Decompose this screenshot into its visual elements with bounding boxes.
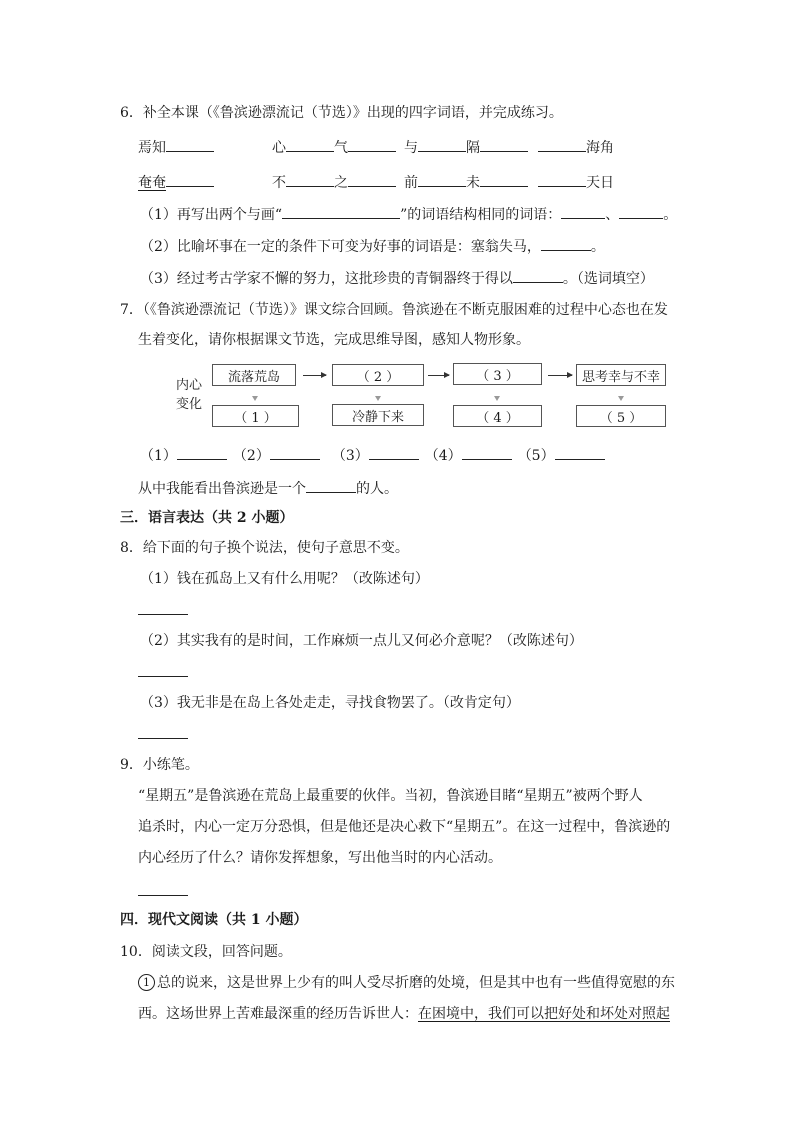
q9-title: 9．小练笔。 bbox=[120, 757, 199, 773]
arrow-right-icon bbox=[428, 375, 449, 376]
answer-label-5: （5） bbox=[517, 448, 555, 464]
q10-line2-underlined: 在困境中，我们可以把好处和坏处对照起 bbox=[418, 1006, 670, 1022]
q9-line2: 追杀时，内心一定万分恐惧，但是他还是决心救下“星期五”。在这一过程中，鲁滨逊的 bbox=[138, 819, 671, 835]
q6-title: 6．补全本课（《鲁滨逊漂流记（节选）》出现的四字词语，并完成练习。 bbox=[120, 105, 563, 121]
q6-r1-c1: 与 bbox=[404, 140, 418, 156]
section-heading-3: 三．语言表达（共 2 小题） bbox=[120, 510, 294, 526]
blank[interactable] bbox=[480, 137, 528, 152]
q6-sub1-end: 。 bbox=[663, 207, 678, 223]
blank[interactable] bbox=[462, 445, 512, 460]
blank[interactable] bbox=[348, 172, 396, 187]
blank[interactable] bbox=[286, 172, 334, 187]
blank[interactable] bbox=[306, 478, 356, 493]
q6-r2-b1: 不 bbox=[272, 175, 286, 191]
answer-line[interactable] bbox=[138, 662, 188, 677]
q6-sub1-pre: （1）再写出两个与画“ bbox=[140, 207, 283, 223]
q6-r1-c2: 隔 bbox=[466, 140, 480, 156]
q6-sub3-pre: （3）经过考古学家不懈的努力，这批珍贵的青铜器终于得以 bbox=[140, 271, 513, 287]
q6-r2-c1: 前 bbox=[404, 175, 418, 191]
blank[interactable] bbox=[177, 445, 227, 460]
q6-sub2 bbox=[140, 236, 605, 257]
q6-r2-d: 天日 bbox=[586, 175, 614, 191]
mind-map-top-3[interactable]: （ 3 ） bbox=[453, 363, 542, 385]
answer-line[interactable] bbox=[138, 724, 188, 739]
q10-line1-text: 总的说来，这是世界上少有的叫人受尽折磨的处境，但是其中也有一些值得宽慰的东 bbox=[157, 975, 675, 991]
blank[interactable] bbox=[561, 204, 605, 219]
blank[interactable] bbox=[541, 236, 591, 251]
blank[interactable] bbox=[270, 445, 320, 460]
mind-map-top-1: 流落荒岛 bbox=[212, 364, 296, 386]
mind-map-top-4: 思考幸与不幸 bbox=[576, 364, 666, 386]
blank[interactable] bbox=[480, 172, 528, 187]
q10-line2-pre: 西。这场世界上苦难最深重的经历告诉世人： bbox=[138, 1006, 418, 1022]
mind-map-bottom-3[interactable]: （ 4 ） bbox=[453, 405, 542, 427]
q10-title: 10．阅读文段，回答问题。 bbox=[120, 944, 292, 960]
mind-map-label-1: 内心 bbox=[176, 378, 203, 393]
blank[interactable] bbox=[538, 137, 586, 152]
blank[interactable] bbox=[369, 445, 419, 460]
q6-r1-a: 焉知 bbox=[138, 140, 166, 156]
mind-map-bottom-4[interactable]: （ 5 ） bbox=[576, 405, 666, 427]
q8-item-3: （3）我无非是在岛上各处走走，寻找食物罢了。（改肯定句） bbox=[140, 695, 520, 711]
mind-map-top-2[interactable]: （ 2 ） bbox=[332, 364, 424, 386]
q6-sub1-sep: 、 bbox=[605, 207, 620, 223]
answer-line[interactable] bbox=[138, 881, 188, 896]
arrow-down-icon bbox=[618, 396, 624, 401]
arrow-down-icon bbox=[375, 396, 381, 401]
q6-sub2-end: 。 bbox=[590, 239, 605, 255]
arrow-down-icon bbox=[252, 396, 258, 401]
blank[interactable] bbox=[286, 137, 334, 152]
blank[interactable] bbox=[619, 204, 663, 219]
q6-r1-b1: 心 bbox=[272, 140, 286, 156]
section-heading-4: 四．现代文阅读（共 1 小题） bbox=[120, 912, 308, 928]
answer-label-4: （4） bbox=[424, 448, 462, 464]
q7-line2: 生着变化，请你根据课文节选，完成思维导图，感知人物形象。 bbox=[138, 332, 530, 348]
q6-sub3-end: 。（选词填空） bbox=[562, 271, 654, 287]
q6-sub3 bbox=[140, 268, 654, 289]
answer-label-3: （3） bbox=[331, 448, 369, 464]
blank[interactable] bbox=[555, 445, 605, 460]
arrow-down-icon bbox=[494, 396, 500, 401]
q8-item-2: （2）其实我有的是时间，工作麻烦一点儿又何必介意呢？（改陈述句） bbox=[140, 633, 583, 649]
answer-label-1: （1） bbox=[140, 448, 177, 464]
q6-sub1 bbox=[140, 204, 677, 225]
q6-r2-a: 奄奄 bbox=[138, 175, 166, 191]
q6-sub2-pre: （2）比喻坏事在一定的条件下可变为好事的词语是：塞翁失马， bbox=[140, 239, 541, 255]
blank[interactable] bbox=[166, 172, 214, 187]
q6-r1-d: 海角 bbox=[586, 140, 614, 156]
q7-summary bbox=[138, 478, 398, 499]
q9-line1: “星期五”是鲁滨逊在荒岛上最重要的伙伴。当初，鲁滨逊目睹“星期五”被两个野人 bbox=[138, 788, 643, 804]
q6-r2-c2: 未 bbox=[466, 175, 480, 191]
q7-summary-pre: 从中我能看出鲁滨逊是一个 bbox=[138, 481, 306, 497]
q9-line3: 内心经历了什么？请你发挥想象，写出他当时的内心活动。 bbox=[138, 850, 502, 866]
q10-line2 bbox=[138, 1004, 670, 1024]
mind-map-bottom-1[interactable]: （ 1 ） bbox=[212, 405, 299, 427]
blank[interactable] bbox=[538, 172, 586, 187]
q10-line1 bbox=[138, 973, 675, 993]
q8-item-1: （1）钱在孤岛上又有什么用呢？（改陈述句） bbox=[140, 571, 429, 587]
q7-summary-post: 的人。 bbox=[356, 481, 398, 497]
blank[interactable] bbox=[513, 268, 563, 283]
arrow-right-icon bbox=[548, 375, 572, 376]
blank[interactable] bbox=[166, 137, 214, 152]
blank[interactable] bbox=[418, 172, 466, 187]
blank[interactable] bbox=[418, 137, 466, 152]
mind-map-bottom-2: 冷静下来 bbox=[332, 404, 424, 426]
arrow-right-icon bbox=[303, 375, 326, 376]
q6-r1-b2: 气 bbox=[334, 140, 348, 156]
answer-line[interactable] bbox=[138, 600, 188, 615]
q7-line1: 7．（《鲁滨逊漂流记（节选）》课文综合回顾。鲁滨逊在不断克服困难的过程中心态也在发 bbox=[120, 302, 668, 318]
blank[interactable] bbox=[282, 204, 400, 219]
q7-answers bbox=[140, 445, 605, 466]
circled-number: 1 bbox=[138, 974, 155, 991]
blank[interactable] bbox=[348, 137, 396, 152]
q6-sub1-post: ”的词语结构相同的词语： bbox=[400, 207, 562, 223]
answer-label-2: （2） bbox=[232, 448, 270, 464]
mind-map-label-2: 变化 bbox=[176, 397, 203, 412]
q6-r2-b2: 之 bbox=[334, 175, 348, 191]
q8-title: 8．给下面的句子换个说法，使句子意思不变。 bbox=[120, 540, 409, 556]
